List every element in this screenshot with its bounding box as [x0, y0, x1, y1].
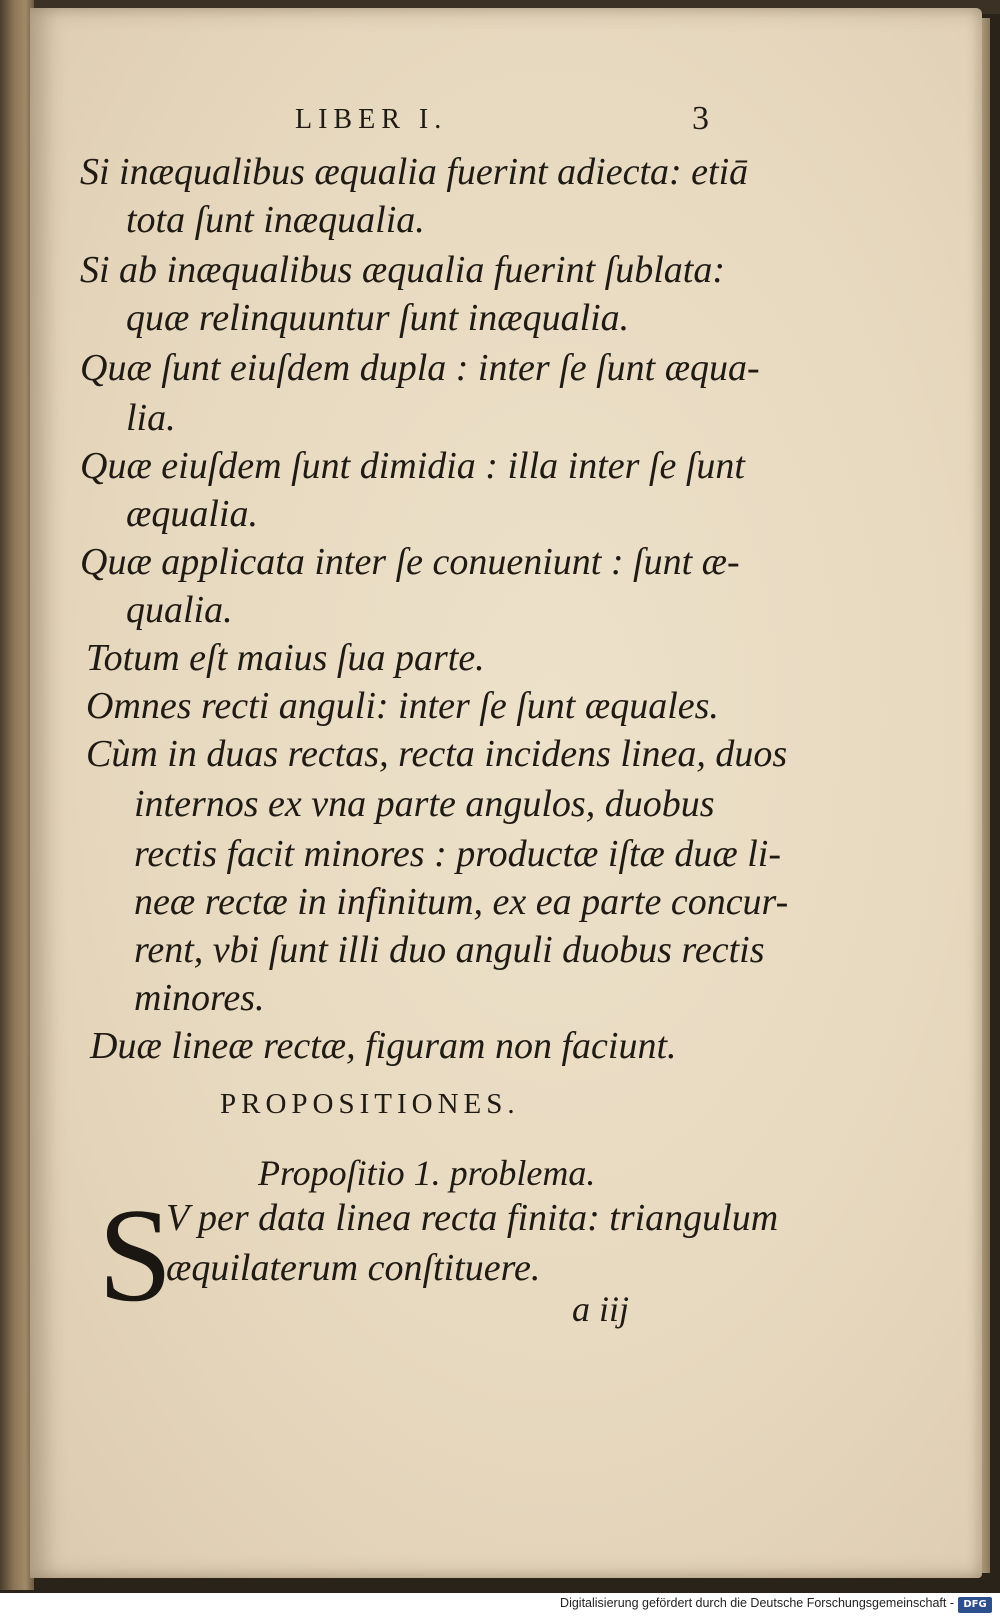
- page-number: 3: [692, 100, 709, 137]
- text-line: Si ab inæqualibus æqualia fuerint ſublata:: [80, 249, 725, 291]
- text-line: Quæ applicata inter ſe conueniunt : ſunt æ-: [80, 541, 740, 583]
- text-line: Duæ lineæ rectæ, figuram non faciunt.: [90, 1025, 677, 1067]
- text-line: Quæ eiuſdem ſunt dimidia : illa inter ſe ſunt: [80, 445, 745, 487]
- text-line: Totum eſt maius ſua parte.: [86, 637, 485, 679]
- text-line: lia.: [126, 397, 176, 439]
- text-line: tota ſunt inæqualia.: [126, 199, 425, 241]
- text-line: neæ rectæ in infinitum, ex ea parte concur-: [134, 881, 789, 923]
- drop-cap: S: [98, 1181, 173, 1329]
- text-line: rent, vbi ſunt illi duo anguli duobus rectis: [134, 929, 765, 971]
- book-binding: [0, 0, 34, 1590]
- proposition-line: V per data linea recta finita: triangulum: [166, 1197, 779, 1239]
- text-line: rectis facit minores : productæ iſtæ duæ li-: [134, 833, 782, 875]
- dfg-logo: DFG: [958, 1597, 992, 1613]
- text-line: quæ relinquuntur ſunt inæqualia.: [126, 297, 630, 339]
- section-heading: PROPOSITIONES.: [220, 1088, 520, 1120]
- text-line: Omnes recti anguli: inter ſe ſunt æquales.: [86, 685, 719, 727]
- text-line: minores.: [134, 977, 265, 1019]
- proposition-title: Propoſitio 1. problema.: [258, 1153, 596, 1193]
- text-line: æqualia.: [126, 493, 258, 535]
- proposition-line: æquilaterum conſtituere.: [166, 1247, 541, 1289]
- signature-mark: a iij: [572, 1289, 630, 1329]
- text-line: Quæ ſunt eiuſdem dupla : inter ſe ſunt æqua-: [80, 347, 760, 389]
- digitization-footer: [0, 1593, 1000, 1617]
- text-line: Si inæqualibus æqualia fuerint adiecta: etiā: [80, 151, 749, 193]
- text-line: qualia.: [126, 589, 233, 631]
- text-line: Cùm in duas rectas, recta incidens linea, duos: [86, 733, 788, 775]
- footer-credit: Digitalisierung gefördert durch die Deutsche Forschungsgemeinschaft -: [560, 1596, 954, 1610]
- running-head: LIBER I.: [295, 104, 448, 135]
- text-line: internos ex vna parte angulos, duobus: [134, 783, 715, 825]
